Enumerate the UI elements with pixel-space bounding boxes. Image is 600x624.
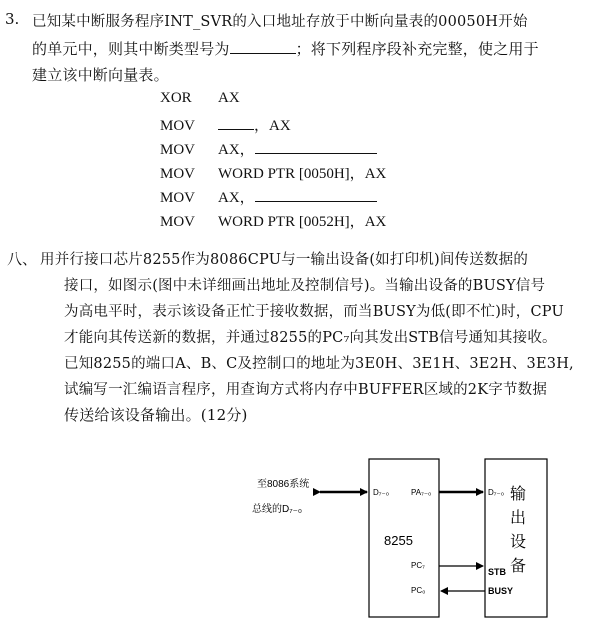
device-char-2: 出 (510, 510, 527, 527)
q3-number: 3. (5, 10, 20, 28)
q8-number: 八、 (7, 250, 38, 268)
chip-pa-label: PA₇₋₀ (411, 488, 432, 497)
q3-line-1: 已知某中断服务程序INT_SVR的入口地址存放于中断向量表的00050H开始 (32, 14, 528, 30)
q3-line-2a: 的单元中，则其中断类型号为 (32, 40, 230, 58)
code-line-1: XOR AX (160, 90, 240, 106)
bus-label-1: 至8086系统 (257, 479, 310, 490)
stb-label: STB (488, 567, 506, 577)
q3-line-3: 建立该中断向量表。 (32, 66, 169, 84)
bus-label-2: 总线的D₇₋₀ (252, 504, 303, 515)
code-line-3: MOV AX， (160, 138, 377, 159)
q8-line-1: 用并行接口芯片8255作为8086CPU与一输出设备(如打印机)间传送数据的 (40, 252, 529, 268)
chip-d-label: D₇₋₀ (373, 488, 390, 497)
busy-label: BUSY (488, 586, 514, 596)
q8-line-3: 为高电平时，表示该设备正忙于接收数据，而当BUSY为低(即不忙)时，CPU (64, 304, 564, 320)
device-char-4: 备 (510, 558, 527, 575)
device-char-1: 输 (510, 486, 527, 503)
q8-line-2: 接口，如图示(图中未详细画出地址及控制信号)。当输出设备的BUSY信号 (64, 278, 546, 294)
code-line-4: MOV WORD PTR [0050H]，AX (160, 166, 387, 182)
q8-line-6: 试编写一汇编语言程序，用查询方式将内存中BUFFER区域的2K字节数据 (64, 382, 548, 398)
chip-name: 8255 (384, 533, 413, 548)
q8-line-7: 传送给该设备输出。(12分) (64, 406, 248, 424)
chip-pc0-label: PC₀ (411, 586, 426, 595)
device-d-label: D₇₋₀ (488, 488, 505, 497)
q8-line-4: 才能向其传送新的数据，并通过8255的PC₇向其发出STB信号通知其接收。 (64, 330, 557, 346)
code-line-2: MOV ，AX (160, 114, 291, 135)
q8-line-5: 已知8255的端口A、B、C及控制口的地址为3E0H、3E1H、3E2H、3E3H, (64, 356, 574, 372)
chip-pc7-label: PC₇ (411, 561, 425, 570)
code-line-6: MOV WORD PTR [0052H]，AX (160, 214, 387, 230)
device-char-3: 设 (510, 534, 527, 551)
code-line-5: MOV AX， (160, 186, 377, 207)
q3-line-2b: ；将下列程序段补充完整，使之用于 (295, 40, 539, 58)
